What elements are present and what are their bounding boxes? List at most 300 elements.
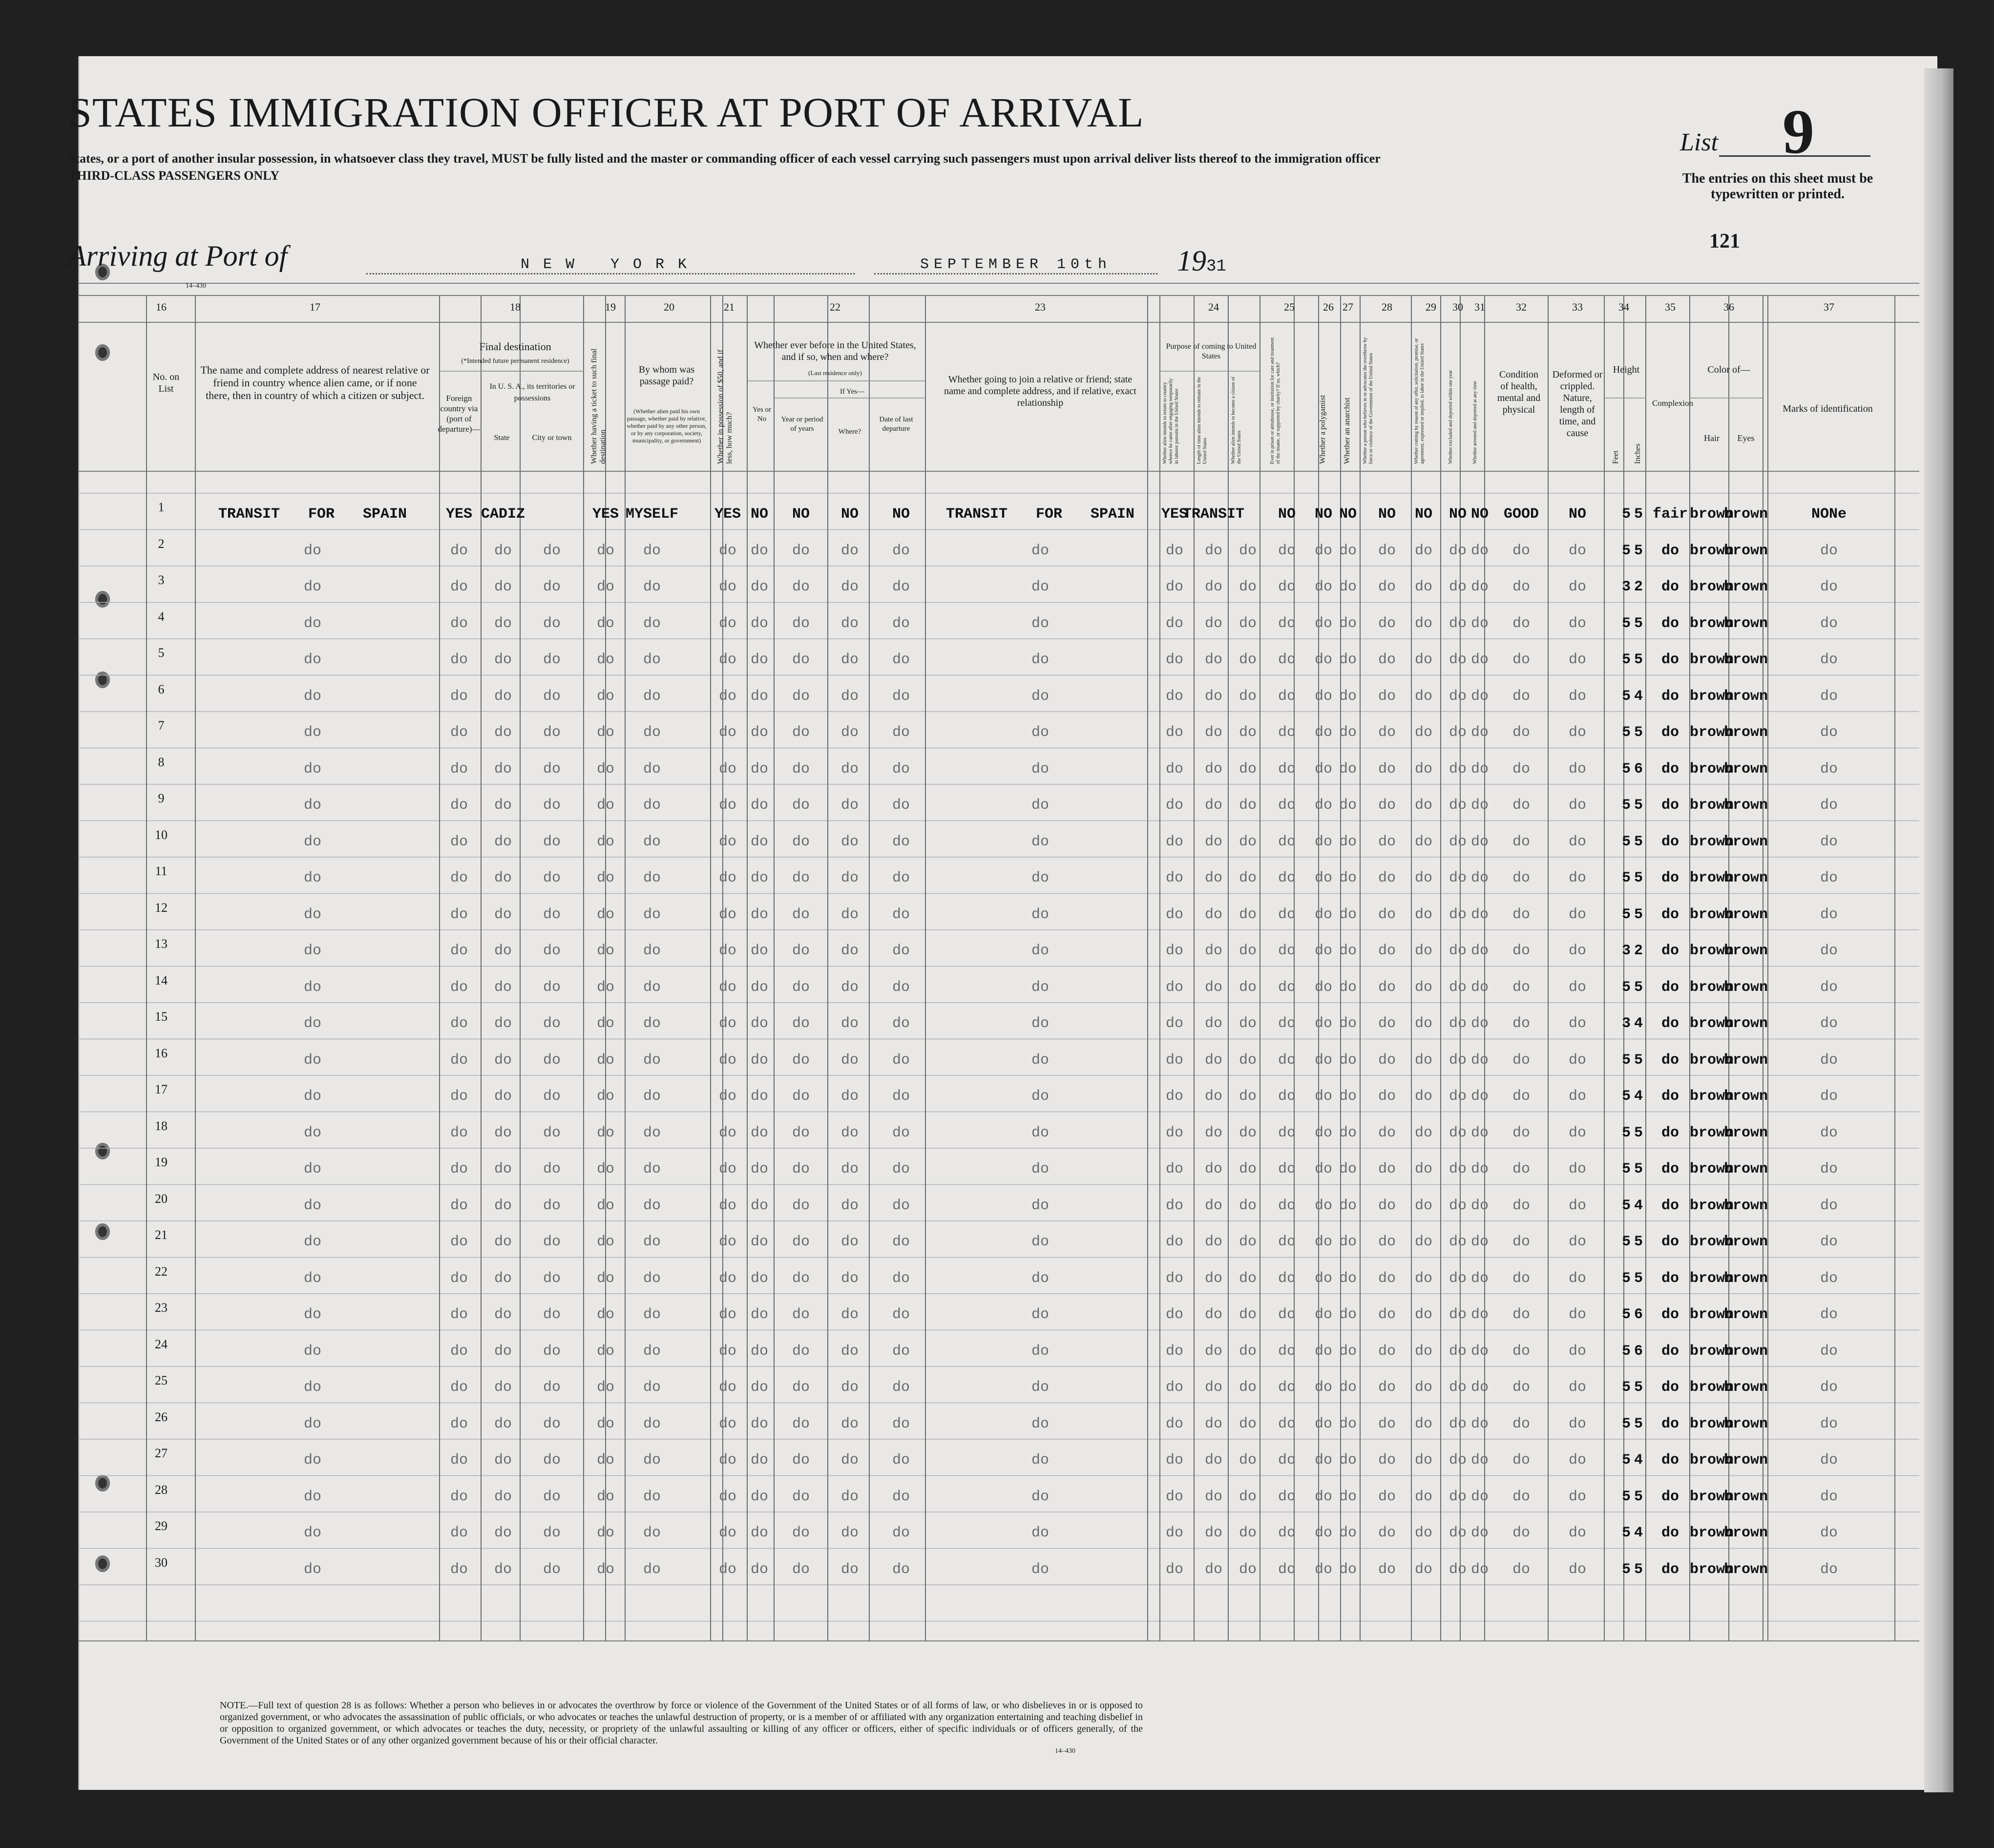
cell-year: do bbox=[792, 1088, 810, 1105]
column-number: 33 bbox=[1572, 301, 1583, 313]
cell-p3: do bbox=[1238, 1488, 1257, 1505]
cell-ticket: do bbox=[596, 1488, 615, 1505]
row-number: 7 bbox=[158, 718, 165, 733]
cell-inches: 5 bbox=[1634, 979, 1643, 996]
cell-p1: do bbox=[1165, 906, 1184, 923]
cell-complexion: do bbox=[1661, 1452, 1679, 1469]
cell-eyes: brown bbox=[1723, 615, 1768, 632]
cell-inches: 5 bbox=[1634, 1415, 1643, 1432]
cell-ticket: do bbox=[596, 651, 615, 668]
cell-hair: brown bbox=[1689, 1488, 1734, 1505]
cell-yn: do bbox=[750, 833, 769, 850]
cell-c30: do bbox=[1448, 1488, 1467, 1505]
cell-ticket: do bbox=[596, 1161, 615, 1177]
cell-state: do bbox=[494, 1488, 512, 1505]
column-number: 23 bbox=[1035, 301, 1046, 313]
cell-paid: do bbox=[643, 1525, 661, 1541]
cell-marks: do bbox=[1820, 797, 1838, 814]
cell-c31: do bbox=[1470, 1197, 1489, 1214]
cell-c31: do bbox=[1470, 1306, 1489, 1323]
cell-complexion: do bbox=[1661, 1161, 1679, 1177]
cell-p2: do bbox=[1204, 1270, 1223, 1287]
cell-foreign: do bbox=[450, 1525, 468, 1541]
column-number: 37 bbox=[1824, 301, 1834, 313]
cell-ticket: do bbox=[596, 1379, 615, 1396]
cell-p2: do bbox=[1204, 1124, 1223, 1141]
cell-complexion: do bbox=[1661, 906, 1679, 923]
row-number: 20 bbox=[155, 1191, 168, 1206]
cell-ticket: do bbox=[596, 1525, 615, 1541]
cell-ticket: do bbox=[596, 542, 615, 559]
cell-deformed: do bbox=[1568, 724, 1587, 741]
cell-eyes: brown bbox=[1723, 1561, 1768, 1578]
cell-year: do bbox=[792, 1306, 810, 1323]
cell-c27: do bbox=[1339, 1379, 1357, 1396]
cell-c26: do bbox=[1314, 1452, 1333, 1469]
cell-deformed: do bbox=[1568, 1234, 1587, 1250]
cell-marks: do bbox=[1820, 1161, 1838, 1177]
cell-c26: do bbox=[1314, 688, 1333, 705]
cell-complexion: do bbox=[1661, 1088, 1679, 1105]
cell-state: do bbox=[494, 870, 512, 886]
cell-p1: do bbox=[1165, 1270, 1184, 1287]
cell-foreign: do bbox=[450, 542, 468, 559]
cell-marks: do bbox=[1820, 1270, 1838, 1287]
column-number: 26 bbox=[1323, 301, 1334, 313]
cell-ticket: do bbox=[596, 1343, 615, 1360]
cell-marks: do bbox=[1820, 724, 1838, 741]
cell-c29: do bbox=[1414, 615, 1433, 632]
hdr-joining-relative: Whether going to join a relative or friend; state name and complete address, and if relative, exact relationship bbox=[944, 374, 1136, 408]
cell-money: do bbox=[718, 833, 737, 850]
cell-c27: do bbox=[1339, 1452, 1357, 1469]
cell-c29: do bbox=[1414, 1488, 1433, 1505]
cell-join: do bbox=[1031, 833, 1049, 850]
cell-yn: do bbox=[750, 688, 769, 705]
cell-eyes: brown bbox=[1723, 1525, 1768, 1541]
cell-paid: do bbox=[643, 1015, 661, 1032]
cell-eyes: brown bbox=[1723, 1161, 1768, 1177]
cell-year: do bbox=[792, 1161, 810, 1177]
cell-eyes: brown bbox=[1723, 1015, 1768, 1032]
cell-eyes: brown bbox=[1723, 1488, 1768, 1505]
cell-p1: do bbox=[1165, 943, 1184, 959]
cell-yn: do bbox=[750, 1015, 769, 1032]
cell-relative: do bbox=[303, 1270, 322, 1287]
cell-c25: do bbox=[1278, 1234, 1296, 1250]
cell-deformed: do bbox=[1568, 979, 1587, 996]
cell-c27: do bbox=[1339, 870, 1357, 886]
cell-inches: 5 bbox=[1634, 1379, 1643, 1396]
cell-p2: do bbox=[1204, 1379, 1223, 1396]
hdr-col31: Whether arrested and deported at any time bbox=[1472, 381, 1478, 464]
cell-year: do bbox=[792, 724, 810, 741]
cell-yn: do bbox=[750, 979, 769, 996]
cell-foreign: do bbox=[450, 579, 468, 595]
cell-c30: do bbox=[1448, 833, 1467, 850]
cell-health: do bbox=[1512, 1015, 1531, 1032]
cell-feet: 3 bbox=[1621, 1015, 1631, 1032]
cell-yn: do bbox=[750, 1161, 769, 1177]
row-number: 27 bbox=[155, 1446, 168, 1460]
cell-paid: do bbox=[643, 579, 661, 595]
cell-deformed: NO bbox=[1568, 506, 1587, 523]
cell-p3: do bbox=[1238, 1343, 1257, 1360]
cell-feet: 5 bbox=[1621, 1488, 1631, 1505]
cell-where: do bbox=[840, 1343, 859, 1360]
cell-deformed: do bbox=[1568, 615, 1587, 632]
cell-paid: do bbox=[643, 943, 661, 959]
cell-c26: do bbox=[1314, 724, 1333, 741]
row-number: 1 bbox=[158, 500, 165, 514]
cell-join: do bbox=[1031, 1343, 1049, 1360]
cell-c28: do bbox=[1378, 1088, 1396, 1105]
cell-c30: do bbox=[1448, 1379, 1467, 1396]
cell-marks: do bbox=[1820, 1234, 1838, 1250]
cell-p3: do bbox=[1238, 1415, 1257, 1432]
cell-health: do bbox=[1512, 688, 1531, 705]
cell-deformed: do bbox=[1568, 1343, 1587, 1360]
row-number: 25 bbox=[155, 1373, 168, 1387]
cell-hair: brown bbox=[1689, 760, 1734, 777]
cell-state: do bbox=[494, 1234, 512, 1250]
cell-complexion: do bbox=[1661, 1415, 1679, 1432]
column-number: 20 bbox=[664, 301, 674, 313]
cell-c28: do bbox=[1378, 1306, 1396, 1323]
cell-c25: do bbox=[1278, 760, 1296, 777]
cell-p2: do bbox=[1204, 1415, 1223, 1432]
cell-p3: do bbox=[1238, 1124, 1257, 1141]
cell-yn: do bbox=[750, 1379, 769, 1396]
cell-feet: 5 bbox=[1621, 1161, 1631, 1177]
cell-c27: do bbox=[1339, 1015, 1357, 1032]
cell-c29: do bbox=[1414, 1161, 1433, 1177]
hdr-feet: Feet bbox=[1612, 450, 1620, 464]
cell-state: do bbox=[494, 1452, 512, 1469]
hdr-prison: Ever in prison or almshouse, or institution for care and treatment of the insane, or supported by charity? If so, which? bbox=[1270, 337, 1281, 464]
column-number: 24 bbox=[1208, 301, 1219, 313]
cell-c31: NO bbox=[1470, 506, 1489, 523]
cell-inches: 5 bbox=[1634, 797, 1643, 814]
cell-c27: do bbox=[1339, 760, 1357, 777]
column-number: 29 bbox=[1426, 301, 1436, 313]
cell-p2: do bbox=[1204, 688, 1223, 705]
cell-year: do bbox=[792, 1452, 810, 1469]
cell-p1: do bbox=[1165, 1051, 1184, 1069]
cell-state: do bbox=[494, 1270, 512, 1287]
cell-deformed: do bbox=[1568, 797, 1587, 814]
cell-p3: do bbox=[1238, 651, 1257, 668]
row-number: 15 bbox=[155, 1009, 168, 1024]
cell-p2: do bbox=[1204, 1234, 1223, 1250]
cell-state: CADIZ bbox=[481, 506, 525, 523]
cell-feet: 5 bbox=[1621, 1051, 1631, 1069]
cell-p1: do bbox=[1165, 542, 1184, 559]
cell-where: do bbox=[840, 579, 859, 595]
cell-c25: do bbox=[1278, 1525, 1296, 1541]
column-number: 35 bbox=[1665, 301, 1676, 313]
cell-c25: NO bbox=[1278, 506, 1296, 523]
cell-c30: do bbox=[1448, 1234, 1467, 1250]
cell-feet: 5 bbox=[1621, 506, 1631, 523]
cell-relative: do bbox=[303, 1015, 322, 1032]
cell-state: do bbox=[494, 1015, 512, 1032]
column-number: 28 bbox=[1382, 301, 1392, 313]
cell-health: do bbox=[1512, 906, 1531, 923]
cell-inches: 5 bbox=[1634, 724, 1643, 741]
cell-city: do bbox=[543, 870, 561, 886]
cell-c26: NO bbox=[1314, 506, 1333, 523]
cell-relative: do bbox=[303, 1379, 322, 1396]
cell-city: do bbox=[543, 797, 561, 814]
cell-paid: do bbox=[643, 906, 661, 923]
cell-join: do bbox=[1031, 1088, 1049, 1105]
cell-p2: do bbox=[1204, 906, 1223, 923]
cell-c28: do bbox=[1378, 833, 1396, 850]
hdr-eyes: Eyes bbox=[1737, 433, 1755, 443]
hdr-in-usa: In U. S. A., its territories or possessions bbox=[489, 382, 575, 402]
cell-state: do bbox=[494, 797, 512, 814]
cell-c27: do bbox=[1339, 979, 1357, 996]
cell-c29: do bbox=[1414, 1525, 1433, 1541]
cell-c31: do bbox=[1470, 943, 1489, 959]
cell-eyes: brown bbox=[1723, 1197, 1768, 1214]
cell-c31: do bbox=[1470, 870, 1489, 886]
cell-state: do bbox=[494, 1088, 512, 1105]
list-number: 9 bbox=[1783, 97, 1814, 167]
cell-date: do bbox=[892, 1051, 910, 1069]
cell-marks: do bbox=[1820, 1015, 1838, 1032]
cell-ticket: do bbox=[596, 1306, 615, 1323]
cell-p3: do bbox=[1238, 1051, 1257, 1069]
column-number: 25 bbox=[1284, 301, 1295, 313]
cell-p1: do bbox=[1165, 1088, 1184, 1105]
cell-c29: do bbox=[1414, 651, 1433, 668]
cell-c25: do bbox=[1278, 1197, 1296, 1214]
cell-year: do bbox=[792, 1197, 810, 1214]
cell-money: do bbox=[718, 1452, 737, 1469]
cell-p2: do bbox=[1204, 1051, 1223, 1069]
cell-feet: 3 bbox=[1621, 579, 1631, 595]
cell-money: do bbox=[718, 979, 737, 996]
cell-relative: do bbox=[303, 1234, 322, 1250]
cell-c26: do bbox=[1314, 651, 1333, 668]
cell-join: do bbox=[1031, 1488, 1049, 1505]
cell-yn: do bbox=[750, 724, 769, 741]
cell-relative: do bbox=[303, 870, 322, 886]
cell-yn: do bbox=[750, 1415, 769, 1432]
cell-eyes: brown bbox=[1723, 943, 1768, 959]
cell-state: do bbox=[494, 979, 512, 996]
cell-p2: do bbox=[1204, 1488, 1223, 1505]
cell-ticket: do bbox=[596, 833, 615, 850]
cell-join: do bbox=[1031, 688, 1049, 705]
cell-join: do bbox=[1031, 943, 1049, 959]
cell-yn: do bbox=[750, 1051, 769, 1069]
cell-join: do bbox=[1031, 760, 1049, 777]
cell-city: do bbox=[543, 651, 561, 668]
entries-note: The entries on this sheet must be typewritten or printed. bbox=[1682, 171, 1873, 202]
cell-p1: do bbox=[1165, 1197, 1184, 1214]
stamp-number: 121 bbox=[1709, 230, 1740, 252]
cell-foreign: do bbox=[450, 688, 468, 705]
cell-health: do bbox=[1512, 833, 1531, 850]
cell-city: do bbox=[543, 1161, 561, 1177]
cell-c29: do bbox=[1414, 579, 1433, 595]
cell-c30: do bbox=[1448, 797, 1467, 814]
column-number: 31 bbox=[1474, 301, 1485, 313]
cell-where: do bbox=[840, 1525, 859, 1541]
cell-feet: 5 bbox=[1621, 797, 1631, 814]
cell-c25: do bbox=[1278, 1561, 1296, 1578]
cell-paid: do bbox=[643, 542, 661, 559]
cell-where: do bbox=[840, 1197, 859, 1214]
cell-ticket: do bbox=[596, 1270, 615, 1287]
cell-p3: do bbox=[1238, 1306, 1257, 1323]
cell-c31: do bbox=[1470, 906, 1489, 923]
column-number: 27 bbox=[1343, 301, 1353, 313]
cell-c26: do bbox=[1314, 1306, 1333, 1323]
cell-c31: do bbox=[1470, 1379, 1489, 1396]
cell-c30: do bbox=[1448, 1306, 1467, 1323]
cell-deformed: do bbox=[1568, 1270, 1587, 1287]
cell-deformed: do bbox=[1568, 542, 1587, 559]
cell-year: do bbox=[792, 651, 810, 668]
cell-marks: do bbox=[1820, 1525, 1838, 1541]
cell-money: do bbox=[718, 797, 737, 814]
cell-c31: do bbox=[1470, 651, 1489, 668]
cell-join: do bbox=[1031, 615, 1049, 632]
cell-c28: do bbox=[1378, 1161, 1396, 1177]
cell-relative: do bbox=[303, 1161, 322, 1177]
cell-feet: 5 bbox=[1621, 1379, 1631, 1396]
hdr-if-yes: If Yes— bbox=[840, 388, 864, 396]
cell-deformed: do bbox=[1568, 1379, 1587, 1396]
cell-marks: do bbox=[1820, 979, 1838, 996]
cell-date: do bbox=[892, 1270, 910, 1287]
cell-date: do bbox=[892, 651, 910, 668]
cell-year: do bbox=[792, 1488, 810, 1505]
cell-city: do bbox=[543, 724, 561, 741]
cell-c27: do bbox=[1339, 906, 1357, 923]
cell-paid: do bbox=[643, 1561, 661, 1578]
cell-p2: do bbox=[1204, 724, 1223, 741]
cell-c29: do bbox=[1414, 943, 1433, 959]
cell-year: do bbox=[792, 979, 810, 996]
cell-p3: do bbox=[1238, 906, 1257, 923]
cell-money: do bbox=[718, 615, 737, 632]
cell-c28: NO bbox=[1378, 506, 1396, 523]
cell-c30: do bbox=[1448, 651, 1467, 668]
row-number: 28 bbox=[155, 1482, 168, 1497]
cell-relative: do bbox=[303, 1051, 322, 1069]
cell-complexion: do bbox=[1661, 1525, 1679, 1541]
cell-state: do bbox=[494, 906, 512, 923]
cell-foreign: do bbox=[450, 1124, 468, 1141]
cell-c28: do bbox=[1378, 724, 1396, 741]
cell-join: TRANSIT FOR SPAIN bbox=[945, 506, 1135, 523]
cell-date: do bbox=[892, 1161, 910, 1177]
cell-deformed: do bbox=[1568, 1161, 1587, 1177]
cell-where: NO bbox=[840, 506, 859, 523]
cell-p3: do bbox=[1238, 1525, 1257, 1541]
row-number: 26 bbox=[155, 1409, 168, 1424]
cell-c26: do bbox=[1314, 797, 1333, 814]
cell-c31: do bbox=[1470, 1343, 1489, 1360]
cell-health: do bbox=[1512, 1306, 1531, 1323]
cell-paid: do bbox=[643, 688, 661, 705]
cell-c25: do bbox=[1278, 1452, 1296, 1469]
cell-ticket: do bbox=[596, 943, 615, 959]
cell-p1: do bbox=[1165, 579, 1184, 595]
cell-hair: brown bbox=[1689, 1015, 1734, 1032]
cell-c28: do bbox=[1378, 1124, 1396, 1141]
cell-paid: do bbox=[643, 1051, 661, 1069]
cell-c26: do bbox=[1314, 870, 1333, 886]
cell-yn: do bbox=[750, 1452, 769, 1469]
cell-hair: brown bbox=[1689, 506, 1734, 523]
cell-money: do bbox=[718, 1015, 737, 1032]
cell-year: do bbox=[792, 579, 810, 595]
cell-date: do bbox=[892, 615, 910, 632]
cell-deformed: do bbox=[1568, 579, 1587, 595]
hdr-purpose-c: Whether alien intends to become a citizen of the United States bbox=[1231, 377, 1242, 464]
year-field bbox=[1177, 244, 1226, 278]
cell-join: do bbox=[1031, 870, 1049, 886]
cell-money: do bbox=[718, 906, 737, 923]
cell-foreign: do bbox=[450, 1161, 468, 1177]
cell-city: do bbox=[543, 1015, 561, 1032]
cell-foreign: do bbox=[450, 1452, 468, 1469]
cell-c25: do bbox=[1278, 1124, 1296, 1141]
cell-state: do bbox=[494, 1343, 512, 1360]
cell-p3: do bbox=[1238, 579, 1257, 595]
cell-feet: 5 bbox=[1621, 906, 1631, 923]
column-number: 19 bbox=[605, 301, 616, 313]
cell-c29: do bbox=[1414, 1415, 1433, 1432]
cell-c27: do bbox=[1339, 724, 1357, 741]
cell-c28: do bbox=[1378, 1234, 1396, 1250]
cell-date: do bbox=[892, 1124, 910, 1141]
cell-date: do bbox=[892, 797, 910, 814]
row-number: 21 bbox=[155, 1228, 168, 1242]
cell-p1: do bbox=[1165, 1379, 1184, 1396]
cell-c31: do bbox=[1470, 1088, 1489, 1105]
cell-where: do bbox=[840, 688, 859, 705]
cell-state: do bbox=[494, 760, 512, 777]
cell-c28: do bbox=[1378, 943, 1396, 959]
cell-c31: do bbox=[1470, 1234, 1489, 1250]
row-number: 29 bbox=[155, 1519, 168, 1533]
cell-p3: do bbox=[1238, 1197, 1257, 1214]
cell-money: do bbox=[718, 870, 737, 886]
row-number: 10 bbox=[155, 827, 168, 842]
cell-ticket: do bbox=[596, 797, 615, 814]
cell-ticket: do bbox=[596, 760, 615, 777]
cell-state: do bbox=[494, 1124, 512, 1141]
cell-inches: 5 bbox=[1634, 1270, 1643, 1287]
cell-c25: do bbox=[1278, 651, 1296, 668]
cell-p3: do bbox=[1238, 1452, 1257, 1469]
row-number: 19 bbox=[155, 1155, 168, 1169]
row-number: 4 bbox=[158, 609, 165, 624]
hdr-yes-no: Yes or No bbox=[752, 406, 772, 423]
form-code: 14–430 bbox=[186, 282, 206, 290]
cell-state: do bbox=[494, 1415, 512, 1432]
cell-hair: brown bbox=[1689, 1525, 1734, 1541]
cell-ticket: do bbox=[596, 1015, 615, 1032]
column-number: 21 bbox=[724, 301, 735, 313]
